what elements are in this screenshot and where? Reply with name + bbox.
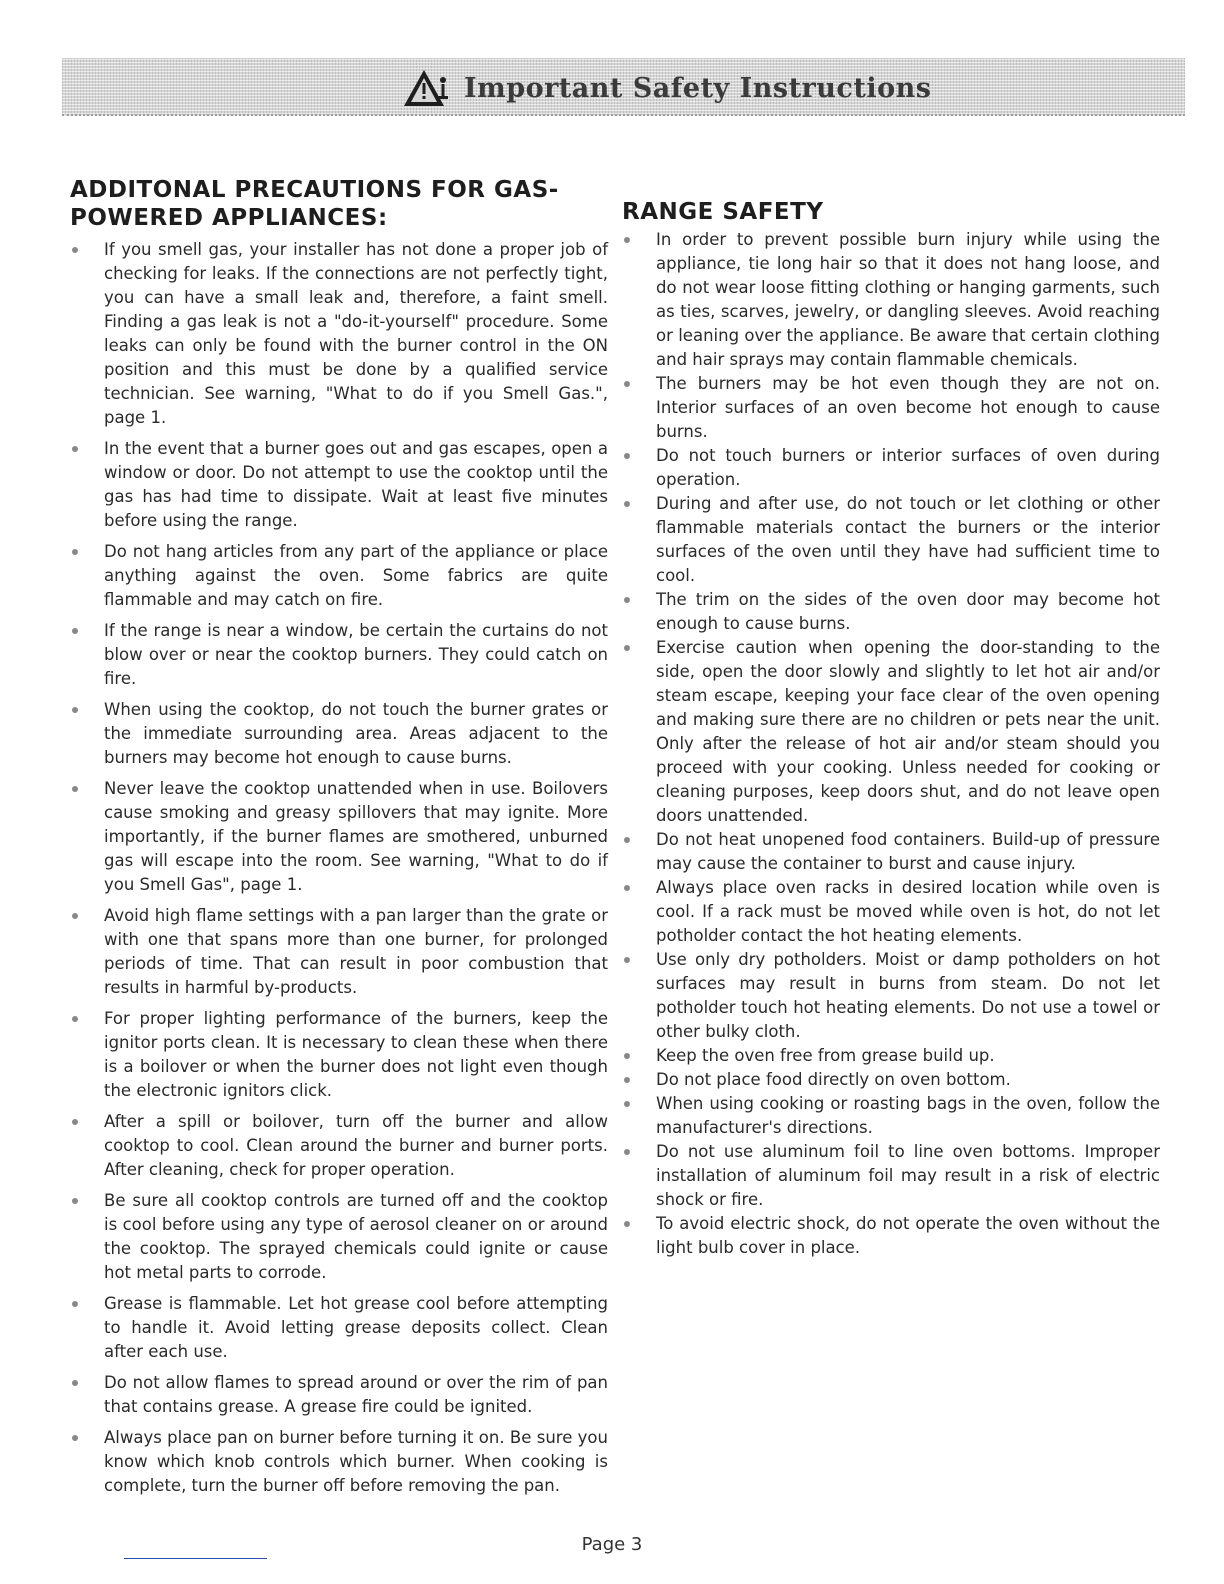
bullet-icon xyxy=(624,1101,630,1107)
banner-content xyxy=(402,68,931,108)
list-item-text: During and after use, do not touch or let clothing or other flammable materials contact the burners or the interior surfaces of the oven until they have had sufficient time to cool. xyxy=(656,494,1160,585)
page-number: Page 3 xyxy=(581,1534,643,1555)
bullet-icon xyxy=(72,1435,78,1441)
bullet-icon xyxy=(624,1077,630,1083)
list-item xyxy=(70,1007,608,1103)
warning-triangle-person-icon xyxy=(402,68,450,108)
bullet-icon xyxy=(624,381,630,387)
list-item-text: If the range is near a window, be certain the curtains do not blow over or near the cooktop burners. They could catch on fire. xyxy=(104,621,608,688)
list-item xyxy=(622,1092,1160,1140)
bullet-icon xyxy=(72,1301,78,1307)
list-item-text: After a spill or boilover, turn off the burner and allow cooktop to cool. Clean around the burner and burner ports. After cleaning, check for proper operation. xyxy=(104,1112,608,1179)
bullet-icon xyxy=(72,1380,78,1386)
bullet-icon xyxy=(72,628,78,634)
bullet-icon xyxy=(624,1221,630,1227)
list-item-text: In the event that a burner goes out and gas escapes, open a window or door. Do not attempt to use the cooktop until the gas has had time to dissipate. Wait at least five minutes before using the range. xyxy=(104,439,608,530)
list-item xyxy=(70,1292,608,1364)
banner-title: Important Safety Instructions xyxy=(464,72,932,104)
bullet-icon xyxy=(624,645,630,651)
list-item-text: When using cooking or roasting bags in the oven, follow the manufacturer's directions. xyxy=(656,1094,1160,1137)
bullet-icon xyxy=(72,446,78,452)
list-item-text: The burners may be hot even though they are not on. Interior surfaces of an oven become hot enough to cause burns. xyxy=(656,374,1160,441)
bullet-icon xyxy=(72,549,78,555)
list-item xyxy=(622,1212,1160,1260)
list-item-text: Never leave the cooktop unattended when in use. Boilovers cause smoking and greasy spillovers that may ignite. More importantly, if the burner flames are smothered, unburned gas will escape into the room. See warning, "What to do if you Smell Gas", page 1. xyxy=(104,779,608,894)
list-item xyxy=(70,238,608,430)
gas-precautions-heading: ADDITONAL PRECAUTIONS FOR GAS-POWERED APPLIANCES: xyxy=(70,177,559,231)
list-item xyxy=(622,228,1160,372)
bullet-icon xyxy=(624,837,630,843)
right-column xyxy=(622,198,1160,1260)
list-item-text: Do not hang articles from any part of the appliance or place anything against the oven. Some fabrics are quite flammable and may catch on fire. xyxy=(104,542,608,609)
list-item-text: Do not touch burners or interior surfaces of oven during operation. xyxy=(656,446,1160,489)
list-item-text: Use only dry potholders. Moist or damp potholders on hot surfaces may result in burns from steam. Do not let potholder touch hot heating elements. Do not use a towel or other bulky cloth. xyxy=(656,950,1160,1041)
list-item-text: Always place pan on burner before turning it on. Be sure you know which knob controls which burner. When cooking is complete, turn the burner off before removing the pan. xyxy=(104,1428,608,1495)
range-safety-heading: RANGE SAFETY xyxy=(622,199,824,225)
bullet-icon xyxy=(72,247,78,253)
list-item-text: Grease is flammable. Let hot grease cool before attempting to handle it. Avoid letting grease deposits collect. Clean after each use. xyxy=(104,1294,608,1361)
left-column xyxy=(70,176,608,1505)
bullet-icon xyxy=(72,913,78,919)
bullet-icon xyxy=(72,707,78,713)
list-item xyxy=(622,372,1160,444)
list-item xyxy=(70,619,608,691)
list-item xyxy=(622,828,1160,876)
list-item-text: The trim on the sides of the oven door may become hot enough to cause burns. xyxy=(656,590,1160,633)
list-item-text: To avoid electric shock, do not operate the oven without the light bulb cover in place. xyxy=(656,1214,1160,1257)
list-item xyxy=(622,1044,1160,1068)
list-item xyxy=(70,1371,608,1419)
list-item-text: Be sure all cooktop controls are turned off and the cooktop is cool before using any type of aerosol cleaner on or around the cooktop. The sprayed chemicals could ignite or cause hot metal parts to corrode. xyxy=(104,1191,608,1282)
bullet-icon xyxy=(624,957,630,963)
header-banner xyxy=(62,58,1185,116)
list-item-text: In order to prevent possible burn injury while using the appliance, tie long hair so that it does not hang loose, and do not wear loose fitting clothing or hanging garments, such as ties, scarves, jewelry, or dangling sleeves. Avoid reaching or leaning over the appliance. Be aware that certain clothing and hair sprays may contain flammable chemicals. xyxy=(656,230,1160,369)
list-item-text: Do not allow flames to spread around or over the rim of pan that contains grease. A grease fire could be ignited. xyxy=(104,1373,608,1416)
bullet-icon xyxy=(624,453,630,459)
bullet-icon xyxy=(624,885,630,891)
list-item xyxy=(70,698,608,770)
list-item xyxy=(70,1189,608,1285)
bullet-icon xyxy=(624,501,630,507)
list-item xyxy=(622,492,1160,588)
list-item-text: Do not use aluminum foil to line oven bottoms. Improper installation of aluminum foil may result in a risk of electric shock or fire. xyxy=(656,1142,1160,1209)
list-item xyxy=(70,437,608,533)
gas-precautions-list xyxy=(70,238,608,1498)
list-item xyxy=(622,1068,1160,1092)
bullet-icon xyxy=(624,1053,630,1059)
list-item xyxy=(70,1426,608,1498)
list-item-text: Keep the oven free from grease build up. xyxy=(656,1046,995,1065)
bullet-icon xyxy=(72,1119,78,1125)
bullet-icon xyxy=(624,1149,630,1155)
bullet-icon xyxy=(72,1198,78,1204)
list-item xyxy=(70,904,608,1000)
list-item-text: Avoid high flame settings with a pan larger than the grate or with one that spans more than one burner, for prolonged periods of time. That can result in poor combustion that results in harmful by-products. xyxy=(104,906,608,997)
list-item xyxy=(622,636,1160,828)
bullet-icon xyxy=(72,786,78,792)
bullet-icon xyxy=(624,237,630,243)
list-item xyxy=(622,1140,1160,1212)
list-item-text: When using the cooktop, do not touch the burner grates or the immediate surrounding area. Areas adjacent to the burners may become hot enough to cause burns. xyxy=(104,700,608,767)
bullet-icon xyxy=(624,597,630,603)
list-item-text: If you smell gas, your installer has not done a proper job of checking for leaks. If the connections are not perfectly tight, you can have a small leak and, therefore, a faint smell. Finding a gas leak is not a "do-it-yourself" procedure. Some leaks can only be found with the burner control in the ON position and this must be done by a qualified service technician. See warning, "What to do if you Smell Gas.", page 1. xyxy=(104,240,608,427)
list-item-text: Do not heat unopened food containers. Build-up of pressure may cause the container to burst and cause injury. xyxy=(656,830,1160,873)
list-item-text: Exercise caution when opening the door-standing to the side, open the door slowly and slightly to let hot air and/or steam escape, keeping your face clear of the oven opening and making sure there are no children or pets near the unit. Only after the release of hot air and/or steam should you proceed with your cooking. Unless needed for cooking or cleaning purposes, keep doors shut, and do not leave open doors unattended. xyxy=(656,638,1160,825)
list-item xyxy=(622,588,1160,636)
list-item xyxy=(622,876,1160,948)
bullet-icon xyxy=(72,1016,78,1022)
range-safety-list xyxy=(622,228,1160,1260)
list-item-text: Always place oven racks in desired location while oven is cool. If a rack must be moved while oven is hot, do not let potholder contact the hot heating elements. xyxy=(656,878,1160,945)
list-item xyxy=(70,777,608,897)
list-item xyxy=(70,540,608,612)
list-item xyxy=(622,444,1160,492)
list-item xyxy=(622,948,1160,1044)
footer-rule xyxy=(124,1558,267,1559)
list-item-text: Do not place food directly on oven bottom. xyxy=(656,1070,1011,1089)
list-item xyxy=(70,1110,608,1182)
list-item-text: For proper lighting performance of the burners, keep the ignitor ports clean. It is necessary to clean these when there is a boilover or when the burner does not light even though the electronic ignitors click. xyxy=(104,1009,608,1100)
